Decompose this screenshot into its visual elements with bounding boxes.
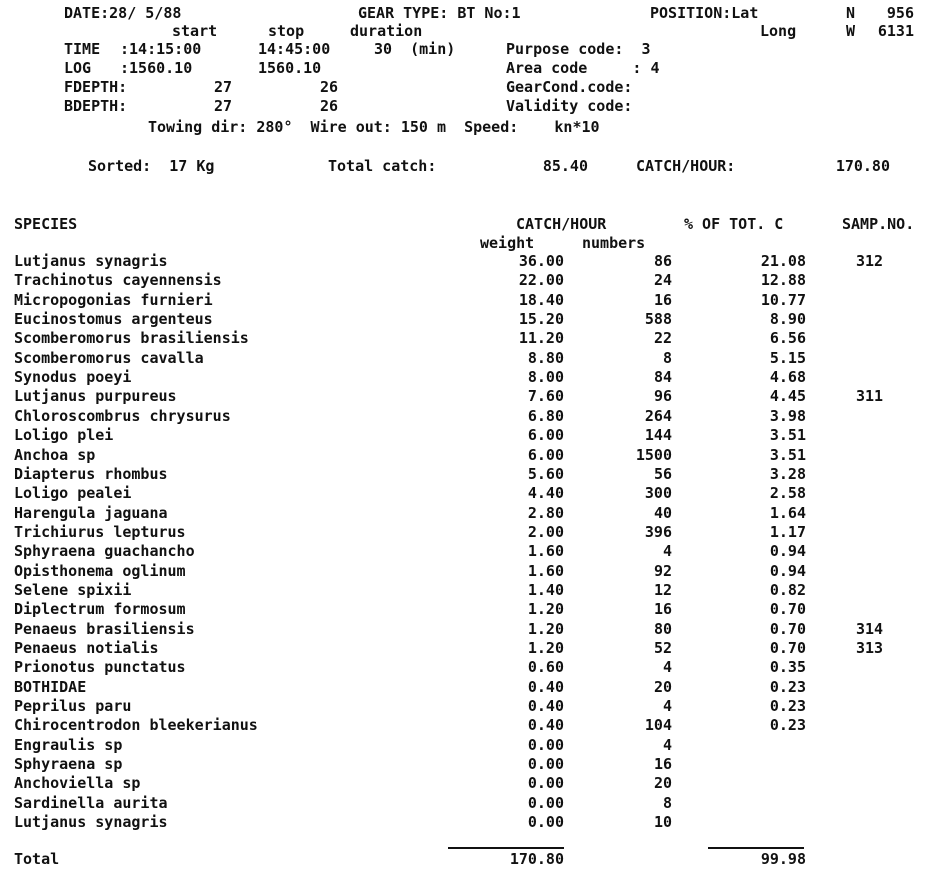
species-name: Sphyraena guachancho (14, 542, 195, 561)
fdepth-start: 27 (213, 78, 232, 96)
numbers-value: 56 (653, 464, 672, 483)
weight-value: 6.00 (527, 426, 564, 445)
species-name: Diapterus rhombus (14, 464, 168, 483)
species-name: Lutjanus synagris (14, 252, 168, 270)
table-row (0, 716, 950, 735)
table-row (0, 387, 950, 406)
lat-value: 956 (886, 4, 914, 22)
numbers-value: 80 (653, 619, 672, 638)
total-catch-label: Total catch: (328, 157, 437, 175)
weight-value: 0.40 (527, 677, 564, 696)
percent-value: 0.70 (769, 639, 806, 657)
species-name: Peprilus paru (14, 697, 132, 716)
species-name: Harengula jaguana (14, 503, 168, 522)
numbers-value: 20 (653, 677, 672, 696)
table-row (0, 697, 950, 716)
numbers-value: 22 (653, 329, 672, 348)
weight-value: 8.80 (527, 348, 564, 367)
species-name: Opisthonema oglinum (14, 561, 186, 580)
weight-value: 1.60 (527, 542, 564, 561)
species-name: BOTHIDAE (14, 677, 87, 696)
species-name: Chirocentrodon bleekerianus (14, 716, 258, 735)
bdepth-stop: 26 (319, 97, 338, 115)
percent-value: 0.35 (769, 658, 806, 677)
table-row (0, 407, 950, 426)
gear-type-field: GEAR TYPE: BT No:1 (358, 4, 521, 22)
species-name: Selene spixii (14, 580, 132, 599)
percent-value: 4.45 (769, 387, 806, 406)
weight-value: 6.80 (527, 406, 564, 425)
sample-number-value: 313 (856, 639, 884, 657)
weight-value: 11.20 (518, 329, 564, 348)
numbers-value: 300 (644, 484, 672, 503)
numbers-value: 588 (644, 310, 672, 329)
numbers-value: 40 (653, 503, 672, 522)
species-name: Penaeus notialis (14, 639, 159, 657)
table-row (0, 658, 950, 677)
sorted-weight: Sorted: 17 Kg (88, 157, 215, 175)
weight-value: 4.40 (527, 484, 564, 503)
numbers-value: 20 (653, 774, 672, 793)
gearcond-code: GearCond.code: (506, 78, 633, 96)
table-row (0, 736, 950, 755)
numbers-value: 4 (662, 542, 672, 561)
species-name: Anchoa sp (14, 445, 96, 464)
percent-value: 1.64 (769, 503, 806, 522)
table-row (0, 774, 950, 793)
table-row (0, 291, 950, 310)
species-name: Lutjanus purpureus (14, 387, 177, 406)
numbers-value: 52 (653, 639, 672, 657)
numbers-value: 10 (653, 813, 672, 832)
table-row (0, 446, 950, 465)
percent-value: 1.17 (769, 522, 806, 541)
numbers-value: 396 (644, 522, 672, 541)
sample-number-column-header: SAMP.NO. (842, 215, 915, 233)
table-row (0, 252, 950, 271)
percent-value: 0.94 (769, 542, 806, 561)
weight-value: 0.00 (527, 774, 564, 793)
total-weight: 170.80 (509, 850, 564, 868)
long-value: 6131 (877, 22, 914, 40)
numbers-value: 86 (653, 252, 672, 270)
time-stop: 14:45:00 (258, 40, 331, 58)
total-percent: 99.98 (760, 850, 806, 868)
weight-value: 0.00 (527, 793, 564, 812)
table-row (0, 600, 950, 619)
weight-value: 15.20 (518, 310, 564, 329)
long-label: Long (760, 22, 797, 40)
sample-number-value: 312 (856, 252, 884, 270)
weight-value: 0.40 (527, 697, 564, 716)
numbers-value: 16 (653, 600, 672, 619)
weight-value: 0.00 (527, 755, 564, 774)
table-row (0, 271, 950, 290)
weight-value: 7.60 (527, 387, 564, 406)
species-name: Sardinella aurita (14, 793, 168, 812)
percent-value: 3.28 (769, 464, 806, 483)
numbers-value: 92 (653, 561, 672, 580)
weight-value: 0.00 (527, 735, 564, 754)
species-name: Micropogonias furnieri (14, 290, 213, 309)
percent-total-column-header: % OF TOT. C (684, 215, 784, 233)
table-row (0, 755, 950, 774)
table-row (0, 349, 950, 368)
percent-value: 2.58 (769, 484, 806, 503)
bdepth-start: 27 (213, 97, 232, 115)
numbers-value: 144 (644, 426, 672, 445)
table-row (0, 639, 950, 658)
weight-value: 2.00 (527, 522, 564, 541)
numbers-value: 16 (653, 755, 672, 774)
weight-total-rule (448, 847, 564, 849)
numbers-value: 16 (653, 290, 672, 309)
log-start: :1560.10 (120, 59, 193, 77)
species-name: Diplectrum formosum (14, 600, 186, 619)
species-name: Scomberomorus brasiliensis (14, 329, 249, 348)
table-row (0, 504, 950, 523)
weight-value: 1.40 (527, 580, 564, 599)
table-row (0, 581, 950, 600)
species-name: Trichiurus lepturus (14, 522, 186, 541)
species-name: Synodus poeyi (14, 368, 132, 387)
species-name: Trachinotus cayennensis (14, 271, 222, 290)
bdepth-label: BDEPTH: (64, 97, 128, 115)
table-row (0, 329, 950, 348)
weight-value: 8.00 (527, 368, 564, 387)
weight-value: 1.20 (527, 639, 564, 657)
long-direction: W (846, 22, 856, 40)
weight-column-header: weight (480, 234, 535, 252)
numbers-value: 96 (653, 387, 672, 406)
percent-value: 0.82 (769, 580, 806, 599)
fdepth-stop: 26 (319, 78, 338, 96)
percent-value: 8.90 (769, 310, 806, 329)
species-name: Scomberomorus cavalla (14, 348, 204, 367)
percent-value: 0.70 (769, 600, 806, 619)
weight-value: 1.60 (527, 561, 564, 580)
percent-value: 6.56 (769, 329, 806, 348)
area-code: Area code : 4 (506, 59, 660, 77)
time-label: TIME (64, 40, 101, 58)
log-label: LOG (64, 59, 92, 77)
percent-value: 0.23 (769, 697, 806, 716)
species-name: Engraulis sp (14, 735, 123, 754)
percent-value: 3.51 (769, 445, 806, 464)
species-name: Penaeus brasiliensis (14, 619, 195, 638)
species-name: Anchoviella sp (14, 774, 141, 793)
table-row (0, 542, 950, 561)
species-column-header: SPECIES (14, 215, 78, 233)
weight-value: 22.00 (518, 271, 564, 290)
table-row (0, 523, 950, 542)
catch-hour-column-header: CATCH/HOUR (516, 215, 607, 233)
numbers-value: 4 (662, 658, 672, 677)
species-name: Prionotus punctatus (14, 658, 186, 677)
time-start: :14:15:00 (120, 40, 202, 58)
species-name: Lutjanus synagris (14, 813, 168, 832)
start-column-header: start (172, 22, 218, 40)
species-name: Loligo plei (14, 426, 114, 445)
sample-number-value: 311 (856, 387, 884, 406)
numbers-value: 84 (653, 368, 672, 387)
species-name: Sphyraena sp (14, 755, 123, 774)
total-catch-value: 85.40 (542, 157, 588, 175)
percent-value: 0.23 (769, 716, 806, 735)
purpose-code: Purpose code: 3 (506, 40, 651, 58)
numbers-value: 1500 (635, 445, 672, 464)
table-row (0, 484, 950, 503)
weight-value: 1.20 (527, 619, 564, 638)
species-name: Chloroscombrus chrysurus (14, 406, 231, 425)
table-row (0, 813, 950, 832)
weight-value: 6.00 (527, 445, 564, 464)
weight-value: 5.60 (527, 464, 564, 483)
validity-code: Validity code: (506, 97, 633, 115)
towing-line: Towing dir: 280° Wire out: 150 m Speed: kn*10 (148, 118, 600, 136)
catch-per-hour-label: CATCH/HOUR: (636, 157, 736, 175)
lat-direction: N (846, 4, 856, 22)
percent-value: 0.70 (769, 619, 806, 638)
numbers-value: 24 (653, 271, 672, 290)
numbers-value: 8 (662, 793, 672, 812)
percent-value: 3.51 (769, 426, 806, 445)
percent-value: 3.98 (769, 406, 806, 425)
percent-value: 4.68 (769, 368, 806, 387)
weight-value: 2.80 (527, 503, 564, 522)
duration-value: 30 (min) (374, 40, 456, 58)
table-row (0, 620, 950, 639)
numbers-value: 104 (644, 716, 672, 735)
numbers-value: 8 (662, 348, 672, 367)
table-row (0, 368, 950, 387)
position-label: POSITION:Lat (650, 4, 759, 22)
weight-value: 18.40 (518, 290, 564, 309)
weight-value: 0.40 (527, 716, 564, 735)
sample-number-value: 314 (856, 619, 884, 638)
table-row (0, 426, 950, 445)
species-name: Loligo pealei (14, 484, 132, 503)
percent-value: 0.23 (769, 677, 806, 696)
weight-value: 0.00 (527, 813, 564, 832)
catch-per-hour-value: 170.80 (835, 157, 890, 175)
species-name: Eucinostomus argenteus (14, 310, 213, 329)
weight-value: 1.20 (527, 600, 564, 619)
duration-column-header: duration (350, 22, 423, 40)
table-row (0, 465, 950, 484)
date-field: DATE:28/ 5/88 (64, 4, 182, 22)
stop-column-header: stop (268, 22, 305, 40)
total-label: Total (14, 850, 60, 868)
table-row (0, 562, 950, 581)
numbers-value: 4 (662, 735, 672, 754)
numbers-value: 264 (644, 406, 672, 425)
log-stop: 1560.10 (258, 59, 322, 77)
weight-value: 0.60 (527, 658, 564, 677)
table-row (0, 678, 950, 697)
fdepth-label: FDEPTH: (64, 78, 128, 96)
table-row (0, 310, 950, 329)
percent-value: 0.94 (769, 561, 806, 580)
numbers-value: 12 (653, 580, 672, 599)
percent-value: 10.77 (760, 290, 806, 309)
weight-value: 36.00 (518, 252, 564, 270)
percent-value: 21.08 (760, 252, 806, 270)
percent-value: 12.88 (760, 271, 806, 290)
table-row (0, 794, 950, 813)
numbers-value: 4 (662, 697, 672, 716)
percent-value: 5.15 (769, 348, 806, 367)
numbers-column-header: numbers (582, 234, 646, 252)
percent-total-rule (708, 847, 804, 849)
